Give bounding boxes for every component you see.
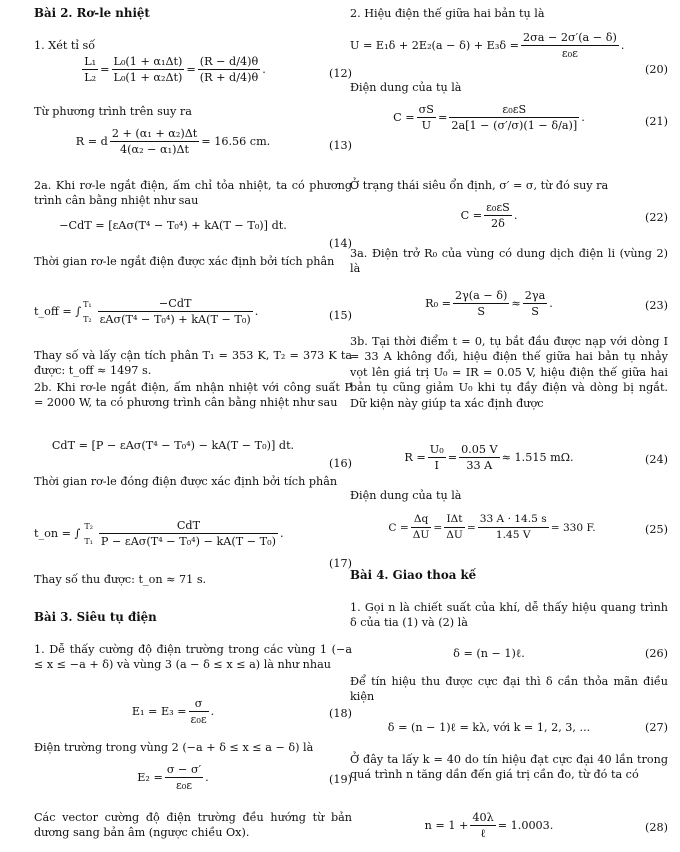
eq-denominator: L₂ bbox=[84, 71, 97, 85]
eq-text: δ = (n − 1)ℓ. bbox=[453, 647, 525, 660]
integral-upper-limit: T₂ bbox=[84, 521, 93, 531]
eq-text: E₂ = bbox=[137, 770, 163, 784]
equation-number: (20) bbox=[645, 63, 668, 76]
eq-denominator: L₀(1 + α₂Δt) bbox=[113, 71, 183, 85]
eq-text: CdT = [P − εAσ(T⁴ − T₀⁴) − kA(T − T₀)] dt. bbox=[51, 439, 295, 452]
eq-numerator: 2γa bbox=[523, 288, 547, 304]
eq-denominator: ΔU bbox=[412, 529, 430, 542]
eq-text: R = bbox=[404, 450, 426, 464]
eq-text: ≈ 1.515 mΩ. bbox=[501, 450, 574, 464]
eq-text: −CdT = [εAσ(T⁴ − T₀⁴) + kA(T − T₀)] dt. bbox=[59, 219, 287, 232]
equation-21 bbox=[350, 102, 668, 142]
paragraph: 2. Hiệu điện thế giữa hai bản tụ là bbox=[350, 7, 545, 20]
paragraph: Điện dung của tụ là bbox=[350, 489, 462, 502]
eq-numerator: 33 A · 14.5 s bbox=[478, 512, 549, 528]
integral-upper-limit: T₁ bbox=[83, 299, 92, 309]
eq-text: = bbox=[433, 521, 443, 534]
eq-text: . bbox=[513, 208, 518, 222]
equation-18 bbox=[34, 696, 352, 736]
eq-numerator: L₀(1 + α₁Δt) bbox=[112, 54, 185, 70]
eq-text: . bbox=[620, 38, 625, 52]
eq-denominator: ε₀ε bbox=[175, 779, 193, 793]
equation-number: (16) bbox=[329, 457, 352, 470]
equation-17: t_on = ∫ T₂ T₁ $\frac{\text{CdT}}{\text{P − εAσ(T⁴ − T₀⁴) − kA(T − T₀)}}$ . (17) bbox=[34, 519, 352, 570]
eq-numerator: ε₀εS bbox=[484, 200, 512, 216]
paragraph: Các vector cường độ điện trường đều hướng từ bản dương sang bản âm (ngược chiều Ox). bbox=[34, 811, 352, 840]
eq-text: = bbox=[447, 450, 458, 464]
eq-text: δ = (n − 1)ℓ = kλ, với k = 1, 2, 3, ... bbox=[387, 721, 591, 734]
eq-numerator: Δq bbox=[411, 512, 432, 528]
eq-numerator: 2γ(a − δ) bbox=[453, 288, 509, 304]
eq-numerator: 0.05 V bbox=[459, 442, 500, 458]
eq-denominator: 2δ bbox=[491, 217, 505, 231]
equation-14 bbox=[34, 218, 352, 258]
eq-text: . bbox=[210, 704, 215, 718]
eq-text: . bbox=[205, 770, 209, 784]
eq-denominator: U bbox=[421, 119, 432, 133]
eq-text: = bbox=[437, 110, 448, 124]
eq-denominator: I bbox=[434, 459, 439, 473]
equation-number: (22) bbox=[645, 211, 668, 224]
paragraph: 1. Xét tỉ số bbox=[34, 39, 96, 52]
eq-numerator: U₀ bbox=[428, 442, 446, 458]
eq-denominator: εAσ(T⁴ − T₀⁴) + kA(T − T₀) bbox=[99, 313, 251, 327]
eq-text: t_on = ∫ bbox=[34, 526, 81, 540]
equation-number: (13) bbox=[329, 139, 352, 152]
paragraph: 1. Gọi n là chiết suất của khí, dễ thấy hiệu quang trình δ của tia (1) và (2) là bbox=[350, 601, 668, 630]
eq-denominator: ℓ bbox=[480, 827, 486, 841]
equation-number: (17) bbox=[329, 557, 352, 570]
eq-text: C = bbox=[460, 208, 483, 222]
eq-numerator: 2 + (α₁ + α₂)Δt bbox=[110, 126, 199, 142]
eq-numerator: CdT bbox=[99, 518, 278, 534]
paragraph: 3a. Điện trở R₀ của vùng có dung dịch điện li (vùng 2) là bbox=[350, 247, 668, 276]
paragraph: Ở đây ta lấy k = 40 do tín hiệu đạt cực đại 40 lần trong quá trình n tăng dần đến giá trị cần đo, từ đó ta có bbox=[350, 753, 668, 782]
equation-19 bbox=[34, 762, 352, 802]
paragraph: Ở trạng thái siêu ổn định, σ′ = σ, từ đó suy ra bbox=[350, 179, 609, 192]
eq-numerator: (R − d/4)θ bbox=[198, 54, 260, 70]
eq-text: . bbox=[581, 110, 585, 124]
paragraph: 1. Dễ thấy cường độ điện trường trong các vùng 1 (−a ≤ x ≤ −a + δ) và vùng 3 (a − δ ≤ x ≤ a) là như nhau bbox=[34, 643, 352, 672]
integral-lower-limit: T₂ bbox=[83, 314, 92, 324]
eq-text: = 1.0003. bbox=[497, 818, 554, 832]
equation-number: (18) bbox=[329, 707, 352, 720]
equation-number: (25) bbox=[645, 523, 668, 536]
paragraph: Để tín hiệu thu được cực đại thì δ cần thỏa mãn điều kiện bbox=[350, 675, 668, 704]
eq-denominator: ε₀ε bbox=[561, 47, 578, 61]
section-2-title: Bài 2. Rơ-le nhiệt bbox=[34, 6, 150, 20]
eq-numerator: 2σa − 2σ′(a − δ) bbox=[521, 30, 619, 46]
paragraph: Thời gian rơ-le ngắt điện được xác định bởi tích phân bbox=[34, 255, 335, 268]
equation-28 bbox=[350, 810, 668, 850]
eq-denominator: ΔU bbox=[446, 529, 463, 542]
equation-20 bbox=[350, 30, 668, 76]
eq-text: = 330 F. bbox=[550, 521, 596, 534]
eq-text: E₁ = E₃ = bbox=[131, 704, 187, 718]
eq-text: U = E₁δ + 2E₂(a − δ) + E₃δ = bbox=[350, 38, 519, 52]
equation-number: (19) bbox=[329, 773, 352, 786]
equation-24 bbox=[350, 442, 668, 482]
equation-number: (21) bbox=[645, 115, 668, 128]
eq-numerator: σ − σ′ bbox=[165, 762, 203, 778]
equation-number: (24) bbox=[645, 453, 668, 466]
eq-denominator: 1.45 V bbox=[495, 529, 531, 542]
equation-number: (23) bbox=[645, 299, 668, 312]
equation-number: (28) bbox=[645, 821, 668, 834]
eq-denominator: S bbox=[531, 305, 539, 319]
paragraph: Từ phương trình trên suy ra bbox=[34, 105, 192, 118]
paragraph: 2b. Khi rơ-le ngắt điện, ấm nhận nhiệt với công suất P = 2000 W, ta có phương trình cân bằng nhiệt như sau bbox=[34, 381, 352, 410]
integral-lower-limit: T₁ bbox=[84, 536, 93, 546]
section-3-title: Bài 3. Siêu tụ điện bbox=[34, 610, 157, 624]
paragraph: Điện dung của tụ là bbox=[350, 81, 462, 94]
eq-text: t_off = ∫ bbox=[34, 304, 82, 318]
equation-number: (14) bbox=[329, 237, 352, 250]
eq-numerator: −CdT bbox=[98, 296, 253, 312]
eq-numerator: IΔt bbox=[444, 512, 465, 528]
equation-25 bbox=[350, 512, 668, 552]
equation-12: $\frac{\text{L₁}}{\text{L₂}}$ = $\frac{\text{L₀(1 + α₁Δt)}}{\text{L₀(1 + α₂Δt)}}$ = $\frac{(R - d/4)\theta}{(R + d/4)\theta}$ . (12) bbox=[84, 55, 352, 85]
eq-denominator: ε₀ε bbox=[190, 713, 207, 727]
eq-denominator: P − εAσ(T⁴ − T₀⁴) − kA(T − T₀) bbox=[100, 535, 276, 549]
eq-text: n = 1 + bbox=[424, 818, 469, 832]
paragraph: 2a. Khi rơ-le ngắt điện, ấm chỉ tỏa nhiệt, ta có phương trình cân bằng nhiệt như sau bbox=[34, 179, 352, 208]
eq-text: ≈ bbox=[511, 296, 521, 310]
equation-number: (12) bbox=[329, 67, 352, 80]
eq-numerator: σ bbox=[189, 696, 209, 712]
paragraph: 3b. Tại thời điểm t = 0, tụ bắt đầu được nạp với dòng I = 33 A không đổi, hiệu điện thế giữa hai bản tụ nhảy vọt lên giá trị U₀ = IR = 0.05 V, hiệu điện thế giữa hai bản tụ cũng giảm U₀ khi tụ đầy điện và dòng bị ngắt. Dữ kiện này giúp ta xác định được bbox=[350, 335, 668, 410]
eq-text: C = bbox=[388, 521, 409, 534]
eq-denominator: 2a[1 − (σ′/σ)(1 − δ/a)] bbox=[451, 119, 578, 133]
eq-numerator: L₁ bbox=[82, 54, 98, 70]
equation-22 bbox=[350, 200, 668, 240]
eq-denominator: (R + d/4)θ bbox=[199, 71, 259, 85]
eq-text: R₀ = bbox=[425, 296, 451, 310]
equation-number: (26) bbox=[645, 647, 668, 660]
eq-text: . bbox=[549, 296, 553, 310]
eq-numerator: σS bbox=[417, 102, 436, 118]
paragraph: Thay số thu được: t_on ≈ 71 s. bbox=[34, 573, 207, 586]
paragraph: Điện trường trong vùng 2 (−a + δ ≤ x ≤ a − δ) là bbox=[34, 741, 314, 754]
eq-denominator: S bbox=[477, 305, 486, 319]
paragraph: Thay số và lấy cận tích phân T₁ = 353 K, T₂ = 373 K ta được: t_off ≈ 1497 s. bbox=[34, 349, 352, 378]
eq-text: = 16.56 cm. bbox=[201, 134, 271, 148]
equation-number: (27) bbox=[645, 721, 668, 734]
eq-text: = bbox=[466, 521, 476, 534]
equation-23 bbox=[350, 288, 668, 328]
paragraph: Thời gian rơ-le đóng điện được xác định bởi tích phân bbox=[34, 475, 338, 488]
section-4-title: Bài 4. Giao thoa kế bbox=[350, 568, 477, 582]
eq-text: R = d bbox=[75, 134, 108, 148]
eq-numerator: 40λ bbox=[470, 810, 495, 826]
equation-16 bbox=[34, 438, 352, 478]
eq-denominator: 4(α₂ − α₁)Δt bbox=[120, 143, 190, 157]
equation-15: t_off = ∫ T₁ T₂ $\frac{\text{−CdT}}{\text{εAσ(T⁴ − T₀⁴) + kA(T − T₀)}}$ . (15) bbox=[34, 297, 352, 327]
eq-text: C = bbox=[393, 110, 415, 124]
equation-number: (15) bbox=[329, 309, 352, 322]
equation-13 bbox=[34, 126, 352, 166]
eq-numerator: ε₀εS bbox=[449, 102, 579, 118]
eq-denominator: 33 A bbox=[466, 459, 493, 473]
